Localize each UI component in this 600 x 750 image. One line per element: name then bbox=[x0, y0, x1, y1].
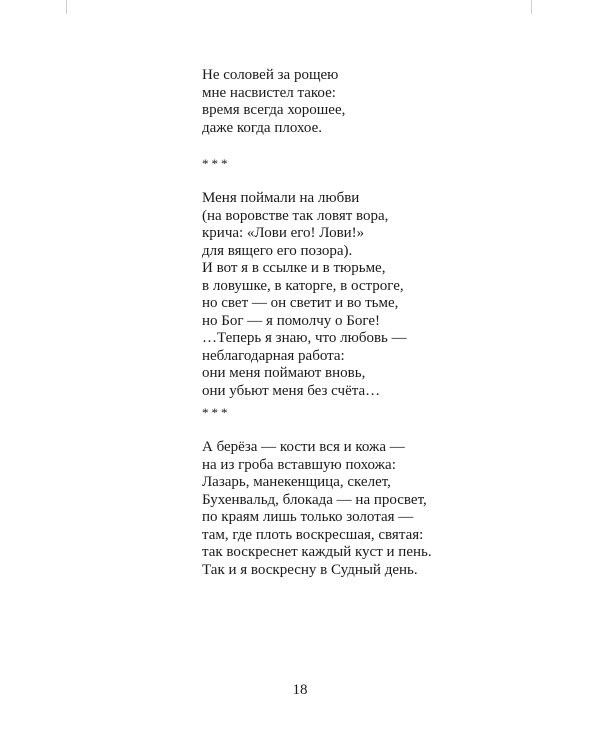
poem-line: на из гроба вставшую похожа: bbox=[202, 456, 396, 473]
poem-line: Лазарь, манекенщица, скелет, bbox=[202, 474, 391, 490]
poem-line: но Бог — я помолчу о Боге! bbox=[202, 312, 380, 329]
poem-line: они меня поймают вновь, bbox=[202, 365, 366, 381]
poem-line: время всегда хорошее, bbox=[202, 102, 346, 118]
poem-line: даже когда плохое. bbox=[202, 119, 322, 136]
page-edge-mark-left bbox=[66, 0, 67, 14]
section-separator: *** bbox=[202, 405, 231, 420]
poem-line: Бухенвальд, блокада — на просвет, bbox=[202, 491, 427, 508]
poem-line: Меня поймали на любви bbox=[202, 190, 360, 206]
poem-line: (на воровстве так ловят вора, bbox=[202, 207, 389, 224]
poem-line: Не соловей за рощею bbox=[202, 67, 339, 83]
poem-line: но свет — он светит и во тьме, bbox=[202, 295, 399, 311]
poem-line: А берёза — кости вся и кожа — bbox=[202, 439, 405, 455]
poem-line: …Теперь я знаю, что любовь — bbox=[202, 330, 407, 346]
page-edge-mark-right bbox=[531, 0, 532, 14]
poem-line: неблагодарная работа: bbox=[202, 347, 345, 364]
poem-2 bbox=[202, 190, 407, 400]
poem-1 bbox=[202, 67, 345, 137]
page-number: 18 bbox=[292, 682, 308, 698]
section-separator: *** bbox=[202, 156, 231, 171]
poem-line: для вящего его позора). bbox=[202, 242, 353, 259]
poem-line: по краям лишь только золотая — bbox=[202, 509, 414, 525]
poem-line: так воскреснет каждый куст и пень. bbox=[202, 544, 432, 560]
poem-line: И вот я в ссылке и в тюрьме, bbox=[202, 260, 386, 276]
poem-line: крича: «Лови его! Лови!» bbox=[202, 225, 365, 241]
poem-line: там, где плоть воскресшая, святая: bbox=[202, 526, 424, 543]
poem-line: в ловушке, в каторге, в остроге, bbox=[202, 277, 404, 294]
poem-line: Так и я воскресну в Судный день. bbox=[202, 561, 418, 578]
poem-3 bbox=[202, 439, 432, 579]
poem-line: мне насвистел такое: bbox=[202, 84, 336, 101]
poem-line: они убьют меня без счёта… bbox=[202, 382, 381, 399]
